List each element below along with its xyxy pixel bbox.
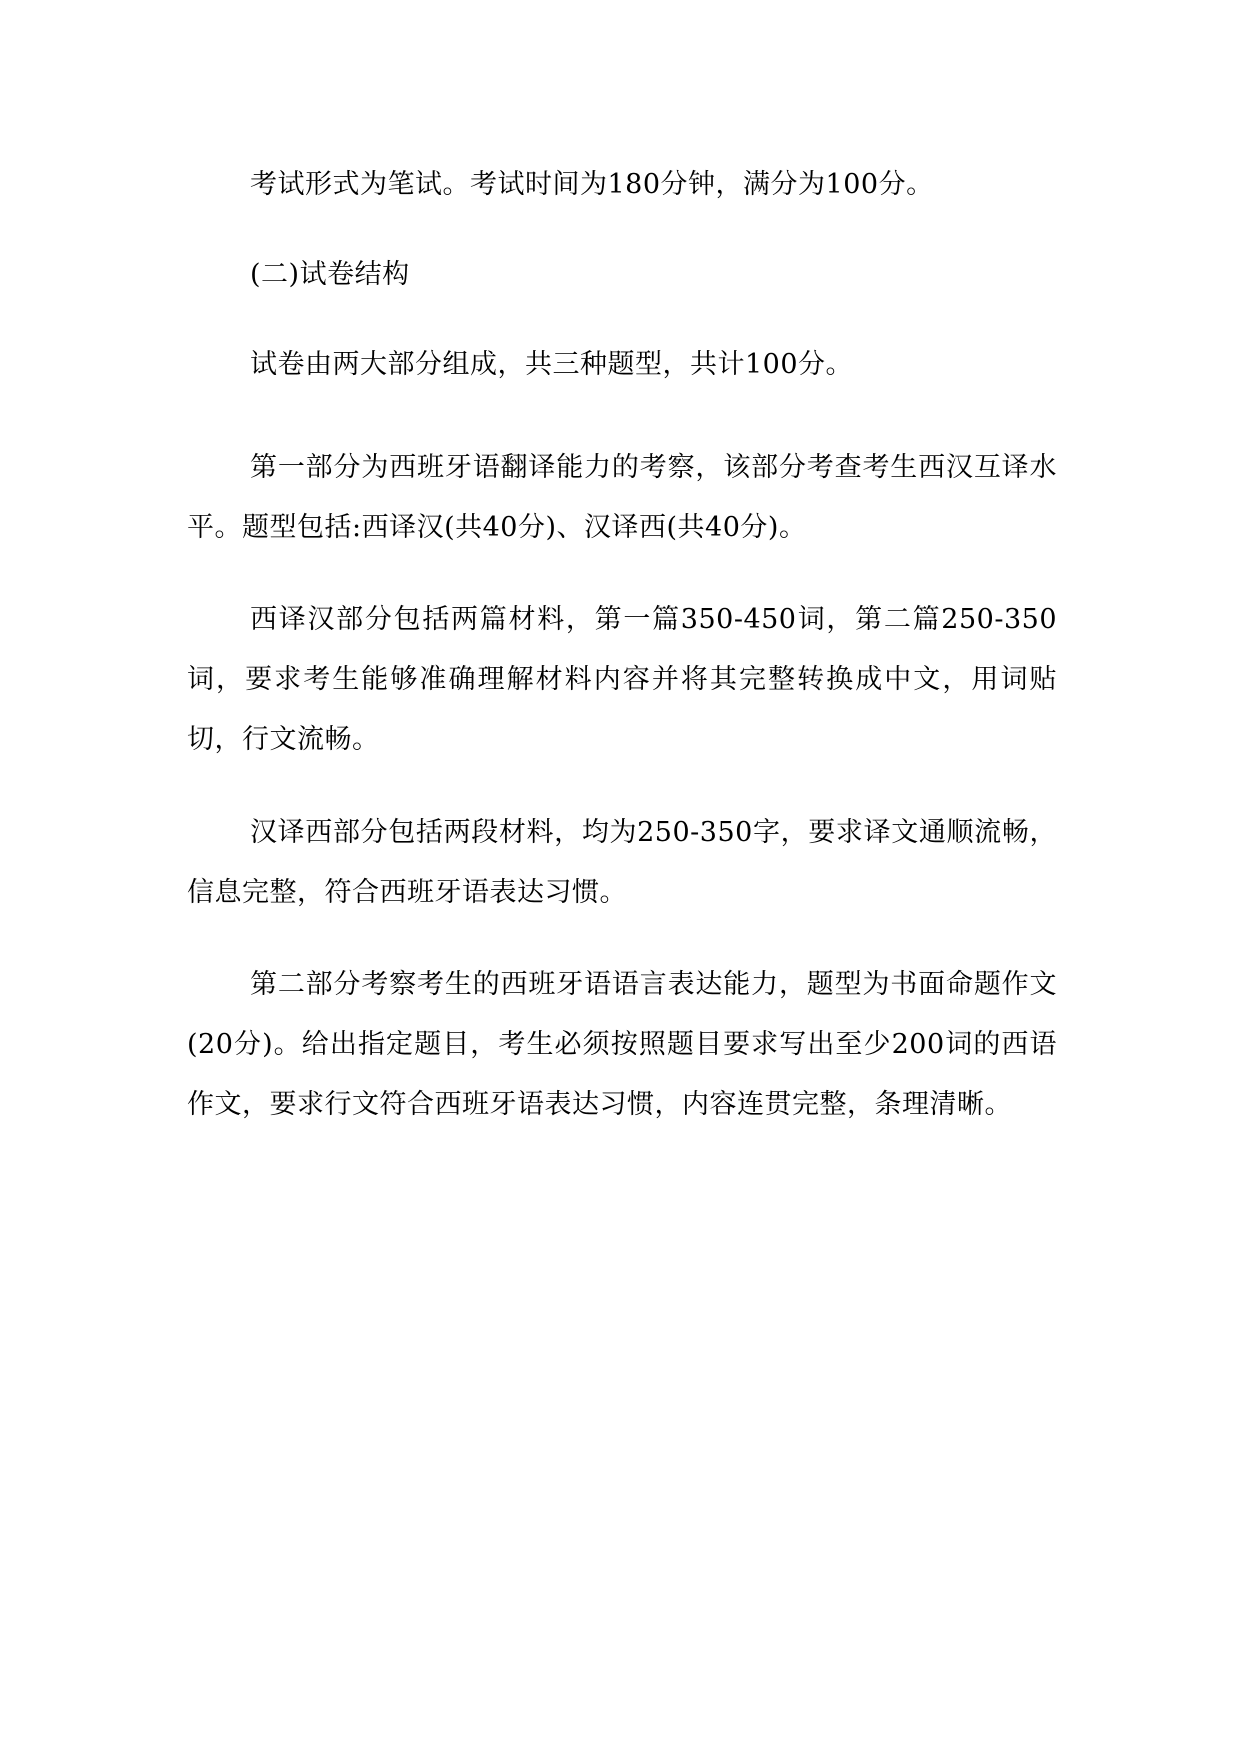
paragraph-part-two-writing: 第二部分考察考生的西班牙语语言表达能力，题型为书面命题作文(20分)。给出指定题目，考生必须按照题目要求写出至少200词的西语作文，要求行文符合西班牙语表达习惯，内容连贯完整，条理清晰。 — [187, 969, 1057, 1120]
paragraph-chinese-to-spanish: 汉译西部分包括两段材料，均为250-350字，要求译文通顺流畅，信息完整，符合西班牙语表达习惯。 — [187, 817, 1057, 908]
paragraph-exam-format: 考试形式为笔试。考试时间为180分钟，满分为100分。 — [250, 169, 934, 200]
paragraph-spanish-to-chinese: 西译汉部分包括两篇材料，第一篇350-450词，第二篇250-350词，要求考生能够准确理解材料内容并将其完整转换成中文，用词贴切，行文流畅。 — [187, 604, 1057, 755]
section-heading-paper-structure: (二)试卷结构 — [250, 259, 410, 290]
paragraph-structure-summary: 试卷由两大部分组成，共三种题型，共计100分。 — [250, 349, 854, 380]
paragraph-part-one-translation: 第一部分为西班牙语翻译能力的考察，该部分考查考生西汉互译水平。题型包括:西译汉(共40分)、汉译西(共40分)。 — [187, 452, 1057, 543]
